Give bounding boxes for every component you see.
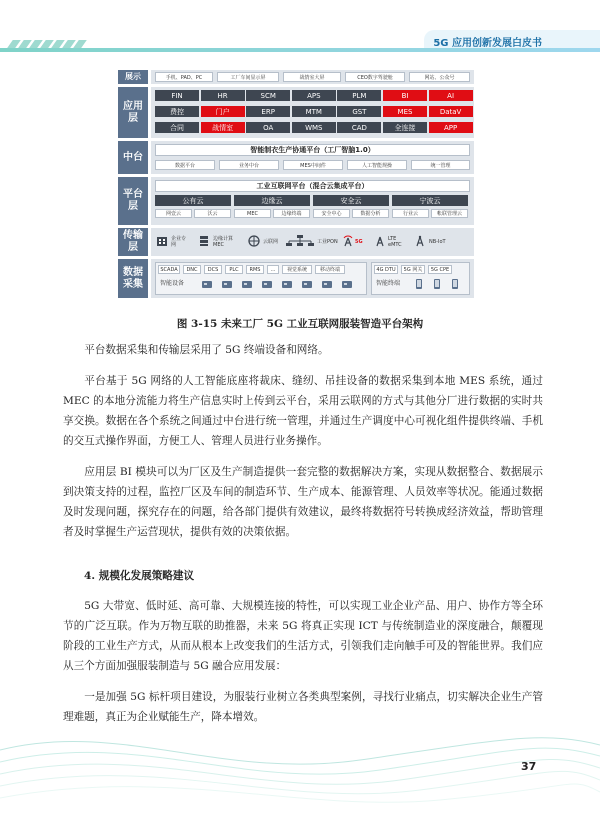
header-title: 5G 应用创新发展白皮书	[433, 38, 542, 49]
app-module: BI	[383, 90, 427, 101]
architecture-diagram	[118, 70, 474, 300]
data-source-item: 移动终端	[315, 265, 345, 274]
app-module: 全连接	[383, 122, 427, 133]
cloud-sub-item: 行业云	[392, 209, 429, 218]
paragraph: 平台基于 5G 网络的人工智能底座将裁床、缝纫、吊挂设备的数据采集到本地 MES 系统，通过 MEC 的本地分流能力将生产信息实时上传到云平台，采用云联网的方式与其他分厂进行数据的实时共享交换。数据在各个系统之间通过中台进行统一管理，并通过生产调度中心可视化组件提供终端、手机的交互式操作界面，方便工人、管理人员进行业务操作。	[63, 375, 543, 447]
app-module: PLM	[337, 90, 381, 101]
transport-label: LTE eMTC	[388, 236, 402, 248]
app-module: HR	[201, 90, 245, 101]
body-text-1	[63, 340, 543, 542]
paragraph: 5G 大带宽、低时延、高可靠、大规模连接的特性，可以实现工业企业产品、用户、协作方等全环节的广泛互联。作为万物互联的助推器，未来 5G 将真正实现 ICT 与传统制造业的深度融合，颠覆现阶段的工业生产方式，从而从根本上改变我们的生活方式，引领我们走向触手可及的智能世界。我们应从三个方面加强服装制造与 5G 融合应用发展：	[63, 600, 543, 672]
data-source-item: 视觉系统	[282, 265, 312, 274]
data-source-item: SCADA	[158, 265, 180, 274]
app-module: WMS	[292, 122, 336, 133]
middle-layer	[118, 141, 474, 174]
middle-item: 人工智能规操	[347, 160, 407, 170]
robot-icon	[341, 279, 353, 289]
data-source-item: 5G CPE	[428, 265, 452, 274]
sensor-icon	[261, 279, 273, 289]
data-source-item: PLC	[225, 265, 243, 274]
app-module: APS	[292, 90, 336, 101]
transport-label: 云联网	[263, 239, 279, 245]
page-number: 37	[521, 760, 537, 773]
watch-icon	[449, 279, 461, 289]
cloud-header: 宁波云	[392, 195, 468, 206]
nbiot-tower-icon	[413, 235, 427, 247]
display-item: 网站、公众号	[409, 72, 470, 82]
app-module: OA	[246, 122, 290, 133]
display-layer-label: 展示	[118, 70, 148, 84]
device-group-label: 智能终端	[376, 280, 401, 287]
display-layer	[118, 70, 474, 84]
data-source-item: DNC	[183, 265, 201, 274]
sewing-machine-icon	[201, 279, 213, 289]
app-module: 战情室	[201, 122, 245, 133]
phone-icon	[413, 279, 425, 289]
app-module: FIN	[155, 90, 199, 101]
section-heading: 4. 规模化发展策略建议	[84, 570, 195, 582]
cloud-header: 公有云	[155, 195, 231, 206]
cloud-sub-item: 安全中心	[313, 209, 350, 218]
transport-label: 5G	[355, 239, 363, 245]
transport-label: 工业PON	[317, 239, 338, 245]
transport-layer-label: 传输层	[118, 228, 148, 256]
cloud-sub-item: 帐联管理云	[431, 209, 468, 218]
cloud-header: 安全云	[313, 195, 389, 206]
building-icon	[155, 235, 169, 247]
printer-icon	[301, 279, 313, 289]
display-item: 手机、PAD、PC	[155, 72, 213, 82]
cloud-sub-item: 数据分析	[352, 209, 389, 218]
app-layer-label: 应用层	[118, 87, 148, 138]
scanner-icon	[321, 279, 333, 289]
middle-item: 数据平台	[155, 160, 215, 170]
cloud-sub-item: 网壹云	[155, 209, 192, 218]
app-module: DataV	[429, 106, 473, 117]
transport-label: NB-IoT	[429, 239, 446, 245]
display-item: CEO数字驾驶舱	[345, 72, 405, 82]
data-layer	[118, 259, 474, 298]
globe-icon	[247, 235, 261, 247]
server-icon	[197, 235, 211, 247]
app-module: MES	[383, 106, 427, 117]
data-source-item: DCS	[204, 265, 222, 274]
middle-item: 业务中台	[219, 160, 279, 170]
middle-item: MES中间件	[283, 160, 343, 170]
lte-tower-icon	[373, 235, 387, 247]
cloud-sub-item: MEC	[234, 209, 271, 218]
data-source-item: RMS	[246, 265, 264, 274]
cloud-header: 边缘云	[234, 195, 310, 206]
transport-layer-content	[151, 228, 474, 256]
app-module: GST	[337, 106, 381, 117]
app-module: APP	[429, 122, 473, 133]
display-item: 工厂车间显示屏	[217, 72, 279, 82]
platform-layer	[118, 177, 474, 225]
app-module: MTM	[292, 106, 336, 117]
tablet-icon	[431, 279, 443, 289]
data-source-item: 5G 网关	[401, 265, 425, 274]
app-module: 门户	[201, 106, 245, 117]
middle-item: 统一管理	[411, 160, 470, 170]
network-tree-icon	[285, 235, 315, 247]
platform-layer-content	[151, 177, 474, 225]
app-layer	[118, 87, 474, 138]
data-layer-label: 数据采集	[118, 259, 148, 298]
5g-tower-icon	[341, 235, 355, 247]
middle-platform-title: 智能制衣生产协通平台（工厂智脑1.0）	[155, 144, 470, 156]
display-layer-content	[151, 70, 474, 84]
platform-layer-label: 平台层	[118, 177, 148, 225]
paragraph: 平台数据采集和传输层采用了 5G 终端设备和网络。	[84, 344, 329, 356]
platform-title: 工业互联网平台（混合云集成平台）	[155, 180, 470, 192]
app-module: SCM	[246, 90, 290, 101]
transport-label: 边缘计算MEC	[213, 236, 234, 248]
app-layer-content	[151, 87, 474, 138]
app-module: 合同	[155, 122, 199, 133]
cloud-sub-item: 边缘终端	[273, 209, 310, 218]
hanger-icon	[241, 279, 253, 289]
camera-icon	[281, 279, 293, 289]
paragraph: 应用层 BI 模块可以为厂区及生产制造提供一套完整的数据解决方案，实现从数据整合、数据展示到决策支持的过程，监控厂区及车间的制造环节、生产成本、能源管理、人员效率等状况。能通过数据及时发现问题，探究存在的问题，给各部门提供有效建议，最终将数据符号转换成经济效益，帮助管理者及时掌握生产运营现状，提供有效的决策依据。	[63, 466, 543, 538]
app-module: AI	[429, 90, 473, 101]
app-module: ERP	[246, 106, 290, 117]
decorative-waves	[0, 690, 600, 813]
app-module: CAD	[337, 122, 381, 133]
transport-label: 企业专网	[171, 236, 187, 248]
middle-layer-content	[151, 141, 474, 174]
data-layer-content	[151, 259, 474, 298]
cloud-sub-item: 沃云	[194, 209, 231, 218]
device-group-label: 智能设备	[160, 280, 185, 287]
cutting-bed-icon	[221, 279, 233, 289]
figure-caption: 图 3-15 未来工厂 5G 工业互联网服装智造平台架构	[176, 318, 424, 330]
display-item: 战情室大屏	[283, 72, 341, 82]
paragraph: 一是加强 5G 标杆项目建设，为服装行业树立各类典型案例，寻找行业痛点，切实解决企业生产管理难题，真正为企业赋能生产，降本增效。	[63, 691, 543, 723]
transport-layer	[118, 228, 474, 256]
app-module: 费控	[155, 106, 199, 117]
data-source-item: …	[267, 265, 279, 274]
data-source-item: 4G DTU	[374, 265, 398, 274]
middle-layer-label: 中台	[118, 141, 148, 174]
